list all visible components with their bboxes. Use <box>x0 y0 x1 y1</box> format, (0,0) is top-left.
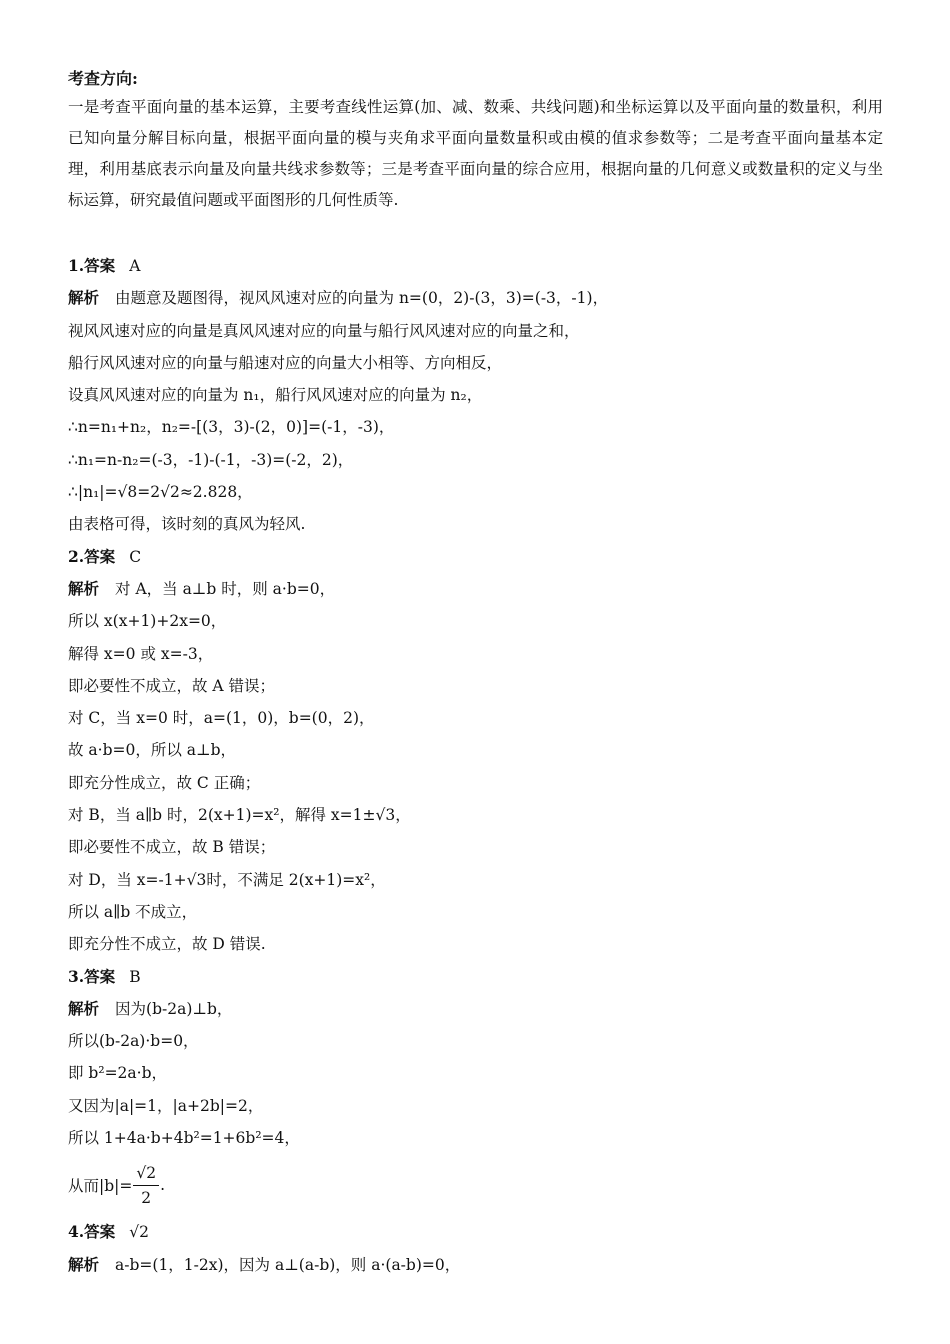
q2-line: 即必要性不成立，故 B 错误； <box>68 838 276 857</box>
q2-line: 即充分性不成立，故 D 错误. <box>68 935 266 954</box>
q3-result-line <box>68 1154 883 1216</box>
q2-line: 解得 x=0 或 x=-3， <box>68 644 214 663</box>
q1-line: 视风风速对应的向量是真风风速对应的向量与船行风风速对应的向量之和， <box>68 321 580 340</box>
q3-line: 即 b²=2a·b， <box>68 1064 168 1083</box>
analysis-2-line <box>68 573 883 605</box>
answer-2-label: 2.答案 <box>68 546 116 566</box>
answer-4-value: √2 <box>129 1223 149 1242</box>
analysis-4-tag: 解析 <box>68 1254 100 1274</box>
q3-line: 所以 1+4a·b+4b²=1+6b²=4， <box>68 1129 300 1148</box>
answers-section <box>68 250 883 1281</box>
q3-result-suffix: . <box>160 1176 166 1195</box>
analysis-2-text: 对 A，当 a⊥b 时，则 a·b=0， <box>115 579 336 598</box>
q2-line: 对 B，当 a∥b 时，2(x+1)=x²，解得 x=1±√3， <box>68 806 411 825</box>
q1-line: 船行风风速对应的向量与船速对应的向量大小相等、方向相反， <box>68 353 503 372</box>
q2-line: 所以 a∥b 不成立， <box>68 902 198 921</box>
q2-line: 对 C，当 x=0 时，a=(1，0)，b=(0，2)， <box>68 709 375 728</box>
q1-line: 由表格可得，该时刻的真风为轻风. <box>68 515 306 534</box>
answer-1-header <box>68 250 883 282</box>
analysis-3-text: 因为(b-2a)⊥b， <box>115 999 233 1018</box>
fraction-denominator: 2 <box>141 1188 152 1207</box>
q2-line: 即必要性不成立，故 A 错误； <box>68 676 276 695</box>
answer-2-header <box>68 541 883 573</box>
q1-line: ∴n=n₁+n₂，n₂=-[(3，3)-(2，0)]=(-1，-3)， <box>68 418 395 437</box>
analysis-1-line <box>68 282 883 314</box>
q3-line: 所以(b-2a)·b=0， <box>68 1032 199 1051</box>
q3-line: 又因为|a|=1，|a+2b|=2， <box>68 1096 264 1115</box>
analysis-1-text: 由题意及题图得，视风风速对应的向量为 n=(0，2)-(3，3)=(-3，-1)， <box>115 289 609 308</box>
analysis-4-text: a-b=(1，1-2x)，因为 a⊥(a-b)，则 a·(a-b)=0， <box>115 1255 461 1274</box>
q3-result-prefix: 从而|b|= <box>68 1177 133 1196</box>
intro-heading: 考查方向: <box>68 69 138 88</box>
q2-line: 对 D，当 x=-1+√3时，不满足 2(x+1)=x²， <box>68 870 386 889</box>
q2-line: 故 a·b=0，所以 a⊥b， <box>68 741 237 760</box>
analysis-2-tag: 解析 <box>68 578 100 598</box>
answer-3-label: 3.答案 <box>68 966 116 986</box>
answer-2-value: C <box>129 547 142 566</box>
answer-4-label: 4.答案 <box>68 1222 116 1242</box>
q3-result-fraction <box>133 1161 159 1210</box>
answer-4-header <box>68 1216 883 1248</box>
answer-1-value: A <box>129 257 141 275</box>
analysis-4-line <box>68 1249 883 1281</box>
intro-section <box>68 66 883 216</box>
q1-line: 设真风风速对应的向量为 n₁，船行风风速对应的向量为 n₂， <box>68 386 483 405</box>
analysis-3-tag: 解析 <box>68 998 100 1018</box>
q1-line: ∴n₁=n-n₂=(-3，-1)-(-1，-3)=(-2，2)， <box>68 450 354 469</box>
q2-line: 所以 x(x+1)+2x=0， <box>68 612 227 631</box>
q1-line: ∴|n₁|=√8=2√2≈2.828， <box>68 483 253 502</box>
answer-3-value: B <box>129 967 141 986</box>
answer-3-header <box>68 961 883 993</box>
fraction-numerator: √2 <box>133 1161 159 1186</box>
analysis-1-tag: 解析 <box>68 288 100 308</box>
intro-paragraph: 一是考查平面向量的基本运算，主要考查线性运算(加、减、数乘、共线问题)和坐标运算以及平面向量的数量积，利用已知向量分解目标向量，根据平面向量的模与夹角求平面向量数量积或由模的值求参数等；二是考查平面向量基本定理，利用基底表示向量及向量共线求参数等；三是考查平面向量的综合应用，根据向量的几何意义或数量积的定义与坐标运算，研究最值问题或平面图形的几何性质等. <box>68 98 883 209</box>
q2-line: 即充分性成立，故 C 正确； <box>68 773 261 792</box>
analysis-3-line <box>68 993 883 1025</box>
answer-1-label: 1.答案 <box>68 256 116 275</box>
